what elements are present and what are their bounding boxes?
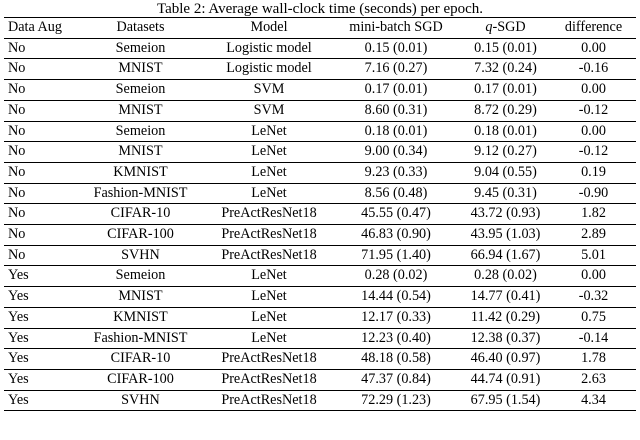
table-row <box>4 183 636 204</box>
table-row <box>4 38 636 59</box>
cell-mini-batch-sgd: 12.23 (0.40) <box>332 328 460 349</box>
cell-dataset: CIFAR-10 <box>75 204 206 225</box>
cell-mini-batch-sgd: 9.23 (0.33) <box>332 162 460 183</box>
cell-data-aug: Yes <box>4 328 75 349</box>
table-row <box>4 225 636 246</box>
cell-q-sgd: 43.95 (1.03) <box>460 225 551 246</box>
cell-data-aug: Yes <box>4 369 75 390</box>
cell-model: LeNet <box>206 142 332 163</box>
cell-difference: -0.12 <box>551 142 636 163</box>
cell-data-aug: No <box>4 59 75 80</box>
cell-model: LeNet <box>206 266 332 287</box>
cell-q-sgd: 9.12 (0.27) <box>460 142 551 163</box>
cell-mini-batch-sgd: 71.95 (1.40) <box>332 245 460 266</box>
cell-dataset: Semeion <box>75 121 206 142</box>
cell-data-aug: No <box>4 225 75 246</box>
header-datasets: Datasets <box>75 18 206 39</box>
table-caption: Table 2: Average wall-clock time (seconds) per epoch. <box>156 1 484 17</box>
cell-difference: 4.34 <box>551 390 636 411</box>
table-row <box>4 287 636 308</box>
cell-dataset: MNIST <box>75 142 206 163</box>
table-row <box>4 245 636 266</box>
cell-q-sgd: 44.74 (0.91) <box>460 369 551 390</box>
header-mini-batch-sgd: mini-batch SGD <box>332 18 460 39</box>
cell-difference: 5.01 <box>551 245 636 266</box>
table-header <box>4 18 636 39</box>
cell-dataset: KMNIST <box>75 307 206 328</box>
cell-mini-batch-sgd: 46.83 (0.90) <box>332 225 460 246</box>
cell-dataset: Semeion <box>75 38 206 59</box>
cell-data-aug: No <box>4 38 75 59</box>
cell-model: Logistic model <box>206 38 332 59</box>
cell-model: PreActResNet18 <box>206 225 332 246</box>
cell-difference: 0.00 <box>551 266 636 287</box>
cell-dataset: Semeion <box>75 266 206 287</box>
cell-q-sgd: 11.42 (0.29) <box>460 307 551 328</box>
cell-q-sgd: 0.15 (0.01) <box>460 38 551 59</box>
cell-q-sgd: 8.72 (0.29) <box>460 100 551 121</box>
cell-difference: -0.14 <box>551 328 636 349</box>
cell-q-sgd: 67.95 (1.54) <box>460 390 551 411</box>
cell-data-aug: No <box>4 162 75 183</box>
cell-model: LeNet <box>206 287 332 308</box>
cell-q-sgd: 0.18 (0.01) <box>460 121 551 142</box>
table-row <box>4 204 636 225</box>
cell-difference: 2.89 <box>551 225 636 246</box>
cell-mini-batch-sgd: 8.60 (0.31) <box>332 100 460 121</box>
cell-difference: 0.00 <box>551 80 636 101</box>
cell-difference: 0.75 <box>551 307 636 328</box>
table-row <box>4 100 636 121</box>
cell-data-aug: No <box>4 204 75 225</box>
cell-mini-batch-sgd: 8.56 (0.48) <box>332 183 460 204</box>
cell-mini-batch-sgd: 45.55 (0.47) <box>332 204 460 225</box>
cell-dataset: MNIST <box>75 287 206 308</box>
cell-data-aug: No <box>4 80 75 101</box>
cell-mini-batch-sgd: 0.17 (0.01) <box>332 80 460 101</box>
cell-difference: -0.90 <box>551 183 636 204</box>
cell-q-sgd: 0.17 (0.01) <box>460 80 551 101</box>
cell-data-aug: Yes <box>4 307 75 328</box>
cell-dataset: MNIST <box>75 100 206 121</box>
cell-data-aug: No <box>4 100 75 121</box>
cell-dataset: CIFAR-100 <box>75 369 206 390</box>
cell-dataset: CIFAR-10 <box>75 349 206 370</box>
cell-dataset: MNIST <box>75 59 206 80</box>
cell-q-sgd: 66.94 (1.67) <box>460 245 551 266</box>
cell-data-aug: Yes <box>4 390 75 411</box>
cell-q-sgd: 7.32 (0.24) <box>460 59 551 80</box>
cell-q-sgd: 14.77 (0.41) <box>460 287 551 308</box>
cell-difference: 0.19 <box>551 162 636 183</box>
cell-dataset: Semeion <box>75 80 206 101</box>
table-row <box>4 307 636 328</box>
cell-dataset: Fashion-MNIST <box>75 328 206 349</box>
cell-mini-batch-sgd: 0.15 (0.01) <box>332 38 460 59</box>
header-q-sgd <box>460 18 551 39</box>
cell-q-sgd: 0.28 (0.02) <box>460 266 551 287</box>
cell-q-sgd: 46.40 (0.97) <box>460 349 551 370</box>
cell-dataset: SVHN <box>75 245 206 266</box>
results-table <box>4 17 636 411</box>
cell-difference: 0.00 <box>551 121 636 142</box>
cell-difference: 2.63 <box>551 369 636 390</box>
table-row <box>4 266 636 287</box>
header-q-symbol: q <box>485 19 493 35</box>
cell-model: LeNet <box>206 307 332 328</box>
cell-dataset: Fashion-MNIST <box>75 183 206 204</box>
table-row <box>4 142 636 163</box>
cell-difference: 1.78 <box>551 349 636 370</box>
cell-model: PreActResNet18 <box>206 369 332 390</box>
cell-difference: -0.16 <box>551 59 636 80</box>
cell-difference: -0.12 <box>551 100 636 121</box>
table-row <box>4 328 636 349</box>
cell-model: SVM <box>206 100 332 121</box>
cell-dataset: KMNIST <box>75 162 206 183</box>
cell-model: LeNet <box>206 328 332 349</box>
table-row <box>4 390 636 411</box>
cell-data-aug: No <box>4 142 75 163</box>
table-row <box>4 121 636 142</box>
header-row <box>4 18 636 39</box>
cell-q-sgd: 43.72 (0.93) <box>460 204 551 225</box>
cell-data-aug: No <box>4 121 75 142</box>
header-data-aug: Data Aug <box>4 18 75 39</box>
cell-model: PreActResNet18 <box>206 245 332 266</box>
cell-mini-batch-sgd: 0.28 (0.02) <box>332 266 460 287</box>
table-body <box>4 38 636 411</box>
cell-model: Logistic model <box>206 59 332 80</box>
table-row <box>4 369 636 390</box>
cell-data-aug: No <box>4 245 75 266</box>
cell-mini-batch-sgd: 47.37 (0.84) <box>332 369 460 390</box>
cell-data-aug: Yes <box>4 349 75 370</box>
table-row <box>4 80 636 101</box>
cell-difference: 0.00 <box>551 38 636 59</box>
cell-mini-batch-sgd: 14.44 (0.54) <box>332 287 460 308</box>
cell-difference: -0.32 <box>551 287 636 308</box>
cell-dataset: CIFAR-100 <box>75 225 206 246</box>
cell-q-sgd: 9.45 (0.31) <box>460 183 551 204</box>
cell-data-aug: Yes <box>4 266 75 287</box>
cell-difference: 1.82 <box>551 204 636 225</box>
cell-model: LeNet <box>206 183 332 204</box>
cell-model: SVM <box>206 80 332 101</box>
cell-mini-batch-sgd: 12.17 (0.33) <box>332 307 460 328</box>
cell-mini-batch-sgd: 9.00 (0.34) <box>332 142 460 163</box>
header-difference: difference <box>551 18 636 39</box>
cell-data-aug: Yes <box>4 287 75 308</box>
cell-mini-batch-sgd: 7.16 (0.27) <box>332 59 460 80</box>
cell-q-sgd: 9.04 (0.55) <box>460 162 551 183</box>
cell-model: PreActResNet18 <box>206 349 332 370</box>
cell-model: PreActResNet18 <box>206 390 332 411</box>
cell-dataset: SVHN <box>75 390 206 411</box>
header-model: Model <box>206 18 332 39</box>
table-row <box>4 59 636 80</box>
table-row <box>4 162 636 183</box>
cell-mini-batch-sgd: 72.29 (1.23) <box>332 390 460 411</box>
cell-mini-batch-sgd: 0.18 (0.01) <box>332 121 460 142</box>
cell-mini-batch-sgd: 48.18 (0.58) <box>332 349 460 370</box>
cell-model: PreActResNet18 <box>206 204 332 225</box>
cell-q-sgd: 12.38 (0.37) <box>460 328 551 349</box>
cell-data-aug: No <box>4 183 75 204</box>
header-q-suffix: -SGD <box>492 19 526 35</box>
cell-model: LeNet <box>206 162 332 183</box>
table-row <box>4 349 636 370</box>
cell-model: LeNet <box>206 121 332 142</box>
